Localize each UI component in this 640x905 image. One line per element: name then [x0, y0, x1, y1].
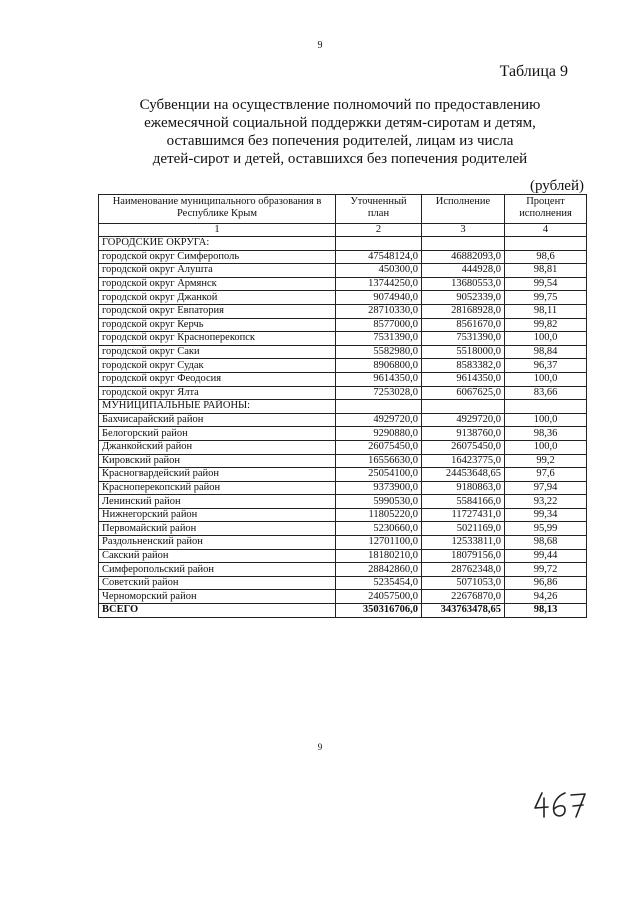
table-row [99, 386, 587, 400]
footer-page-mark: 9 [317, 742, 323, 752]
plan-value: 5990530,0 [336, 495, 422, 509]
percent-value: 97,6 [505, 468, 587, 482]
title-line: детей-сирот и детей, оставшихся без попечения родителей [152, 151, 528, 167]
plan-value: 11805220,0 [336, 508, 422, 522]
plan-value: 24057500,0 [336, 590, 422, 604]
section-header-row [99, 400, 587, 414]
table-body [99, 237, 587, 618]
execution-value: 18079156,0 [422, 549, 505, 563]
plan-value: 12701100,0 [336, 536, 422, 550]
municipality-name: городской округ Судак [99, 359, 336, 373]
execution-value: 4929720,0 [422, 413, 505, 427]
empty-cell [336, 237, 422, 251]
plan-value: 28842860,0 [336, 563, 422, 577]
execution-value: 46882093,0 [422, 250, 505, 264]
plan-value: 9614350,0 [336, 372, 422, 386]
percent-value: 94,26 [505, 590, 587, 604]
table-header-row [99, 195, 587, 224]
total-percent: 98,13 [505, 604, 587, 618]
execution-value: 28168928,0 [422, 304, 505, 318]
percent-value: 93,22 [505, 495, 587, 509]
percent-value: 96,37 [505, 359, 587, 373]
total-row [99, 604, 587, 618]
execution-value: 5518000,0 [422, 345, 505, 359]
plan-value: 5582980,0 [336, 345, 422, 359]
execution-value: 28762348,0 [422, 563, 505, 577]
municipality-name: городской округ Керчь [99, 318, 336, 332]
municipality-name: Красногвардейский район [99, 468, 336, 482]
table-row [99, 440, 587, 454]
execution-value: 5584166,0 [422, 495, 505, 509]
table-row [99, 318, 587, 332]
municipality-name: Красноперекопский район [99, 481, 336, 495]
header-exec: Исполнение [422, 195, 505, 224]
municipality-name: Симферопольский район [99, 563, 336, 577]
municipality-name: городской округ Джанкой [99, 291, 336, 305]
header-name: Наименование муниципального образования в Республике Крым [99, 195, 336, 224]
execution-value: 12533811,0 [422, 536, 505, 550]
empty-cell [422, 237, 505, 251]
execution-value: 9138760,0 [422, 427, 505, 441]
municipality-name: городской округ Армянск [99, 277, 336, 291]
execution-value: 6067625,0 [422, 386, 505, 400]
plan-value: 26075450,0 [336, 440, 422, 454]
empty-cell [505, 400, 587, 414]
municipality-name: городской округ Феодосия [99, 372, 336, 386]
section-title: МУНИЦИПАЛЬНЫЕ РАЙОНЫ: [99, 400, 336, 414]
execution-value: 9052339,0 [422, 291, 505, 305]
plan-value: 5230660,0 [336, 522, 422, 536]
execution-value: 13680553,0 [422, 277, 505, 291]
table-row [99, 549, 587, 563]
percent-value: 96,86 [505, 576, 587, 590]
municipality-name: Бахчисарайский район [99, 413, 336, 427]
plan-value: 8577000,0 [336, 318, 422, 332]
municipality-name: Кировский район [99, 454, 336, 468]
table-row [99, 427, 587, 441]
document-title [100, 96, 580, 168]
table-row [99, 372, 587, 386]
municipality-name: Ленинский район [99, 495, 336, 509]
col-number: 2 [336, 224, 422, 237]
table-row [99, 454, 587, 468]
col-number: 1 [99, 224, 336, 237]
execution-value: 8583382,0 [422, 359, 505, 373]
subsidy-table [98, 194, 587, 618]
plan-value: 18180210,0 [336, 549, 422, 563]
municipality-name: Джанкойский район [99, 440, 336, 454]
percent-value: 100,0 [505, 332, 587, 346]
table-row [99, 468, 587, 482]
percent-value: 98,84 [505, 345, 587, 359]
percent-value: 97,94 [505, 481, 587, 495]
execution-value: 26075450,0 [422, 440, 505, 454]
municipality-name: Первомайский район [99, 522, 336, 536]
table-row [99, 250, 587, 264]
table-label: Таблица 9 [499, 63, 568, 80]
table-row [99, 508, 587, 522]
percent-value: 83,66 [505, 386, 587, 400]
municipality-name: городской округ Алушта [99, 264, 336, 278]
table-row [99, 291, 587, 305]
section-header-row [99, 237, 587, 251]
execution-value: 9614350,0 [422, 372, 505, 386]
plan-value: 7531390,0 [336, 332, 422, 346]
percent-value: 100,0 [505, 372, 587, 386]
execution-value: 5021169,0 [422, 522, 505, 536]
empty-cell [336, 400, 422, 414]
table-row [99, 304, 587, 318]
municipality-name: городской округ Симферополь [99, 250, 336, 264]
table-row [99, 563, 587, 577]
title-line: Субвенции на осуществление полномочий по предоставлению [139, 97, 541, 113]
percent-value: 99,44 [505, 549, 587, 563]
percent-value: 99,75 [505, 291, 587, 305]
header-plan: Уточненный план [336, 195, 422, 224]
plan-value: 47548124,0 [336, 250, 422, 264]
handwritten-page-number [532, 790, 588, 825]
plan-value: 5235454,0 [336, 576, 422, 590]
total-execution: 343763478,65 [422, 604, 505, 618]
municipality-name: Нижнегорский район [99, 508, 336, 522]
plan-value: 450300,0 [336, 264, 422, 278]
execution-value: 24453648,65 [422, 468, 505, 482]
plan-value: 13744250,0 [336, 277, 422, 291]
handwritten-number-drawing [532, 790, 588, 820]
table-row [99, 264, 587, 278]
plan-value: 4929720,0 [336, 413, 422, 427]
table-row [99, 590, 587, 604]
table-row [99, 536, 587, 550]
table-row [99, 277, 587, 291]
execution-value: 16423775,0 [422, 454, 505, 468]
execution-value: 22676870,0 [422, 590, 505, 604]
percent-value: 100,0 [505, 440, 587, 454]
total-label: ВСЕГО [99, 604, 336, 618]
plan-value: 9373900,0 [336, 481, 422, 495]
section-title: ГОРОДСКИЕ ОКРУГА: [99, 237, 336, 251]
percent-value: 98,36 [505, 427, 587, 441]
table-row [99, 359, 587, 373]
municipality-name: городской округ Ялта [99, 386, 336, 400]
table-row [99, 332, 587, 346]
plan-value: 16556630,0 [336, 454, 422, 468]
plan-value: 9074940,0 [336, 291, 422, 305]
table-row [99, 522, 587, 536]
title-line: ежемесячной социальной поддержки детям-сиротам и детям, [144, 115, 536, 131]
table-row [99, 481, 587, 495]
execution-value: 9180863,0 [422, 481, 505, 495]
percent-value: 99,54 [505, 277, 587, 291]
plan-value: 9290880,0 [336, 427, 422, 441]
percent-value: 98,11 [505, 304, 587, 318]
column-numbers-row [99, 224, 587, 237]
plan-value: 25054100,0 [336, 468, 422, 482]
municipality-name: городской округ Евпатория [99, 304, 336, 318]
percent-value: 99,72 [505, 563, 587, 577]
percent-value: 98,81 [505, 264, 587, 278]
table-row [99, 413, 587, 427]
municipality-name: Сакский район [99, 549, 336, 563]
header-pct: Процент исполнения [505, 195, 587, 224]
units-label: (рублей) [529, 178, 584, 194]
execution-value: 7531390,0 [422, 332, 505, 346]
table-row [99, 495, 587, 509]
percent-value: 98,68 [505, 536, 587, 550]
execution-value: 5071053,0 [422, 576, 505, 590]
percent-value: 99,34 [505, 508, 587, 522]
page-number: 9 [317, 40, 323, 51]
plan-value: 8906800,0 [336, 359, 422, 373]
execution-value: 444928,0 [422, 264, 505, 278]
execution-value: 11727431,0 [422, 508, 505, 522]
empty-cell [422, 400, 505, 414]
municipality-name: Белогорский район [99, 427, 336, 441]
municipality-name: Советский район [99, 576, 336, 590]
table-row [99, 576, 587, 590]
title-line: оставшимся без попечения родителей, лицам из числа [166, 133, 514, 149]
percent-value: 98,6 [505, 250, 587, 264]
municipality-name: городской округ Красноперекопск [99, 332, 336, 346]
plan-value: 7253028,0 [336, 386, 422, 400]
municipality-name: городской округ Саки [99, 345, 336, 359]
plan-value: 28710330,0 [336, 304, 422, 318]
municipality-name: Раздольненский район [99, 536, 336, 550]
execution-value: 8561670,0 [422, 318, 505, 332]
municipality-name: Черноморский район [99, 590, 336, 604]
percent-value: 99,82 [505, 318, 587, 332]
percent-value: 99,2 [505, 454, 587, 468]
col-number: 4 [505, 224, 587, 237]
col-number: 3 [422, 224, 505, 237]
percent-value: 95,99 [505, 522, 587, 536]
table-row [99, 345, 587, 359]
empty-cell [505, 237, 587, 251]
total-plan: 350316706,0 [336, 604, 422, 618]
percent-value: 100,0 [505, 413, 587, 427]
